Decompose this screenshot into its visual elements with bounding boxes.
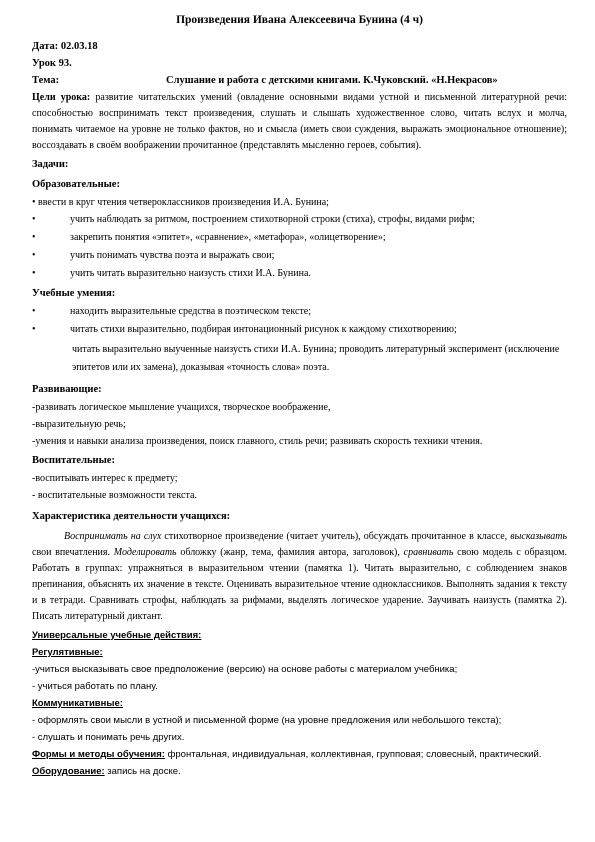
activity-text-4: свою модель с образцом. Работать в группах: упражняться в выразительном чтении (памятка 1). Читать выразительно, с соблюдением знаков препинания, объяснять их значение в тексте. Оценивать выразительное чтение одноклассников. Выполнять задания к тексту и в тетради. Сравнивать строфы, наблюдать за рифмами, выделять логическое ударение. Заучивать наизусть (памятка 2). Писать литературный диктант. <box>32 547 567 622</box>
activity-text-2: свои впечатления. <box>32 547 114 558</box>
list-item: -воспитывать интерес к предмету; <box>32 473 178 484</box>
skills-heading: Учебные умения: <box>32 288 116 299</box>
topic-text: Слушание и работа с детскими книгами. К.Чуковский. «Н.Некрасов» <box>166 75 498 86</box>
goals-label: Цели урока: <box>32 92 91 103</box>
list-item: - оформлять свои мысли в устной и письменной форме (на уровне предложения или небольшого текста); <box>32 715 502 726</box>
equipment-label: Оборудование: <box>32 766 105 777</box>
tasks-heading: Задачи: <box>32 159 69 170</box>
upbringing-heading: Воспитательные: <box>32 455 115 466</box>
goals-text: развитие читательских умений (овладение основными видами устной и письменной литературной речи: способностью воспринимать текст произведения, слушать и слышать художественное слово, читать вслух и молча, понимать читаемое на уровне не только фактов, но и смысла (иметь свои суждения, выражать эмоциональное отношение); воссоздавать в своём воображении прочитанное (представлять мысленно героев, события). <box>32 92 567 151</box>
forms-text: фронтальная, индивидуальная, коллективная, групповая; словесный, практический. <box>164 749 542 760</box>
list-item: -умения и навыки анализа произведения, поиск главного, стиль речи; развивать скорость техники чтения. <box>32 436 483 447</box>
lesson-line: Урок 93. <box>32 58 72 69</box>
forms-label: Формы и методы обучения: <box>32 749 165 760</box>
list-item: - слушать и понимать речь других. <box>32 732 185 743</box>
uud-heading: Универсальные учебные действия: <box>32 630 202 641</box>
skills-list <box>32 303 567 339</box>
activity-italic-1: Воспринимать на слух <box>64 531 162 542</box>
list-item: • учить понимать чувства поэта и выражать свои; <box>32 247 567 265</box>
educational-first-item: • ввести в круг чтения четвероклассников произведения И.А. Бунина; <box>32 197 329 208</box>
skills-extra: читать выразительно выученные наизусть стихи И.А. Бунина; проводить литературный эксперимент (исключение эпитетов или их замена), доказывая «точность слова» поэта. <box>72 344 560 373</box>
activity-heading: Характеристика деятельности учащихся: <box>32 511 231 522</box>
list-item: • находить выразительные средства в поэтическом тексте; <box>32 303 567 321</box>
regulatory-heading: Регулятивные: <box>32 647 103 658</box>
list-item: -выразительную речь; <box>32 419 126 430</box>
document-title: Произведения Ивана Алексеевича Бунина (4 ч) <box>176 14 423 26</box>
activity-italic-2: высказывать <box>510 531 567 542</box>
developmental-heading: Развивающие: <box>32 384 102 395</box>
list-item: • читать стихи выразительно, подбирая интонационный рисунок к каждому стихотворению; <box>32 321 567 339</box>
topic-line <box>32 73 567 88</box>
activity-paragraph <box>32 529 567 625</box>
communicative-heading: Коммуникативные: <box>32 698 123 709</box>
date-line: Дата: 02.03.18 <box>32 41 98 52</box>
goals-paragraph <box>32 90 567 154</box>
list-item: • учить читать выразительно наизусть стихи И.А. Бунина. <box>32 265 567 283</box>
educational-list <box>32 211 567 283</box>
activity-text-3: обложку (жанр, тема, фамилия автора, заголовок), <box>176 547 404 558</box>
topic-label: Тема: <box>32 75 60 86</box>
activity-italic-3: Моделировать <box>113 547 177 558</box>
activity-text-1: стихотворное произведение (читает учитель), обсуждать прочитанное в классе, <box>161 531 511 542</box>
list-item: -развивать логическое мышление учащихся, творческое воображение, <box>32 402 331 413</box>
list-item: • учить наблюдать за ритмом, построением стихотворной строки (стиха), строфы, видами рифм; <box>32 211 567 229</box>
document-page <box>32 14 567 780</box>
list-item: -учиться высказывать свое предположение (версию) на основе работы с материалом учебника; <box>32 664 458 675</box>
list-item: - воспитательные возможности текста. <box>32 490 197 501</box>
forms-paragraph <box>32 746 567 763</box>
list-item: - учиться работать по плану. <box>32 681 158 692</box>
uud-section <box>32 627 567 780</box>
educational-heading: Образовательные: <box>32 179 120 190</box>
list-item: • закрепить понятия «эпитет», «сравнение», «метафора», «олицетворение»; <box>32 229 567 247</box>
activity-italic-4: сравнивать <box>403 547 454 558</box>
equipment-line <box>32 763 567 780</box>
equipment-text: запись на доске. <box>104 766 181 777</box>
